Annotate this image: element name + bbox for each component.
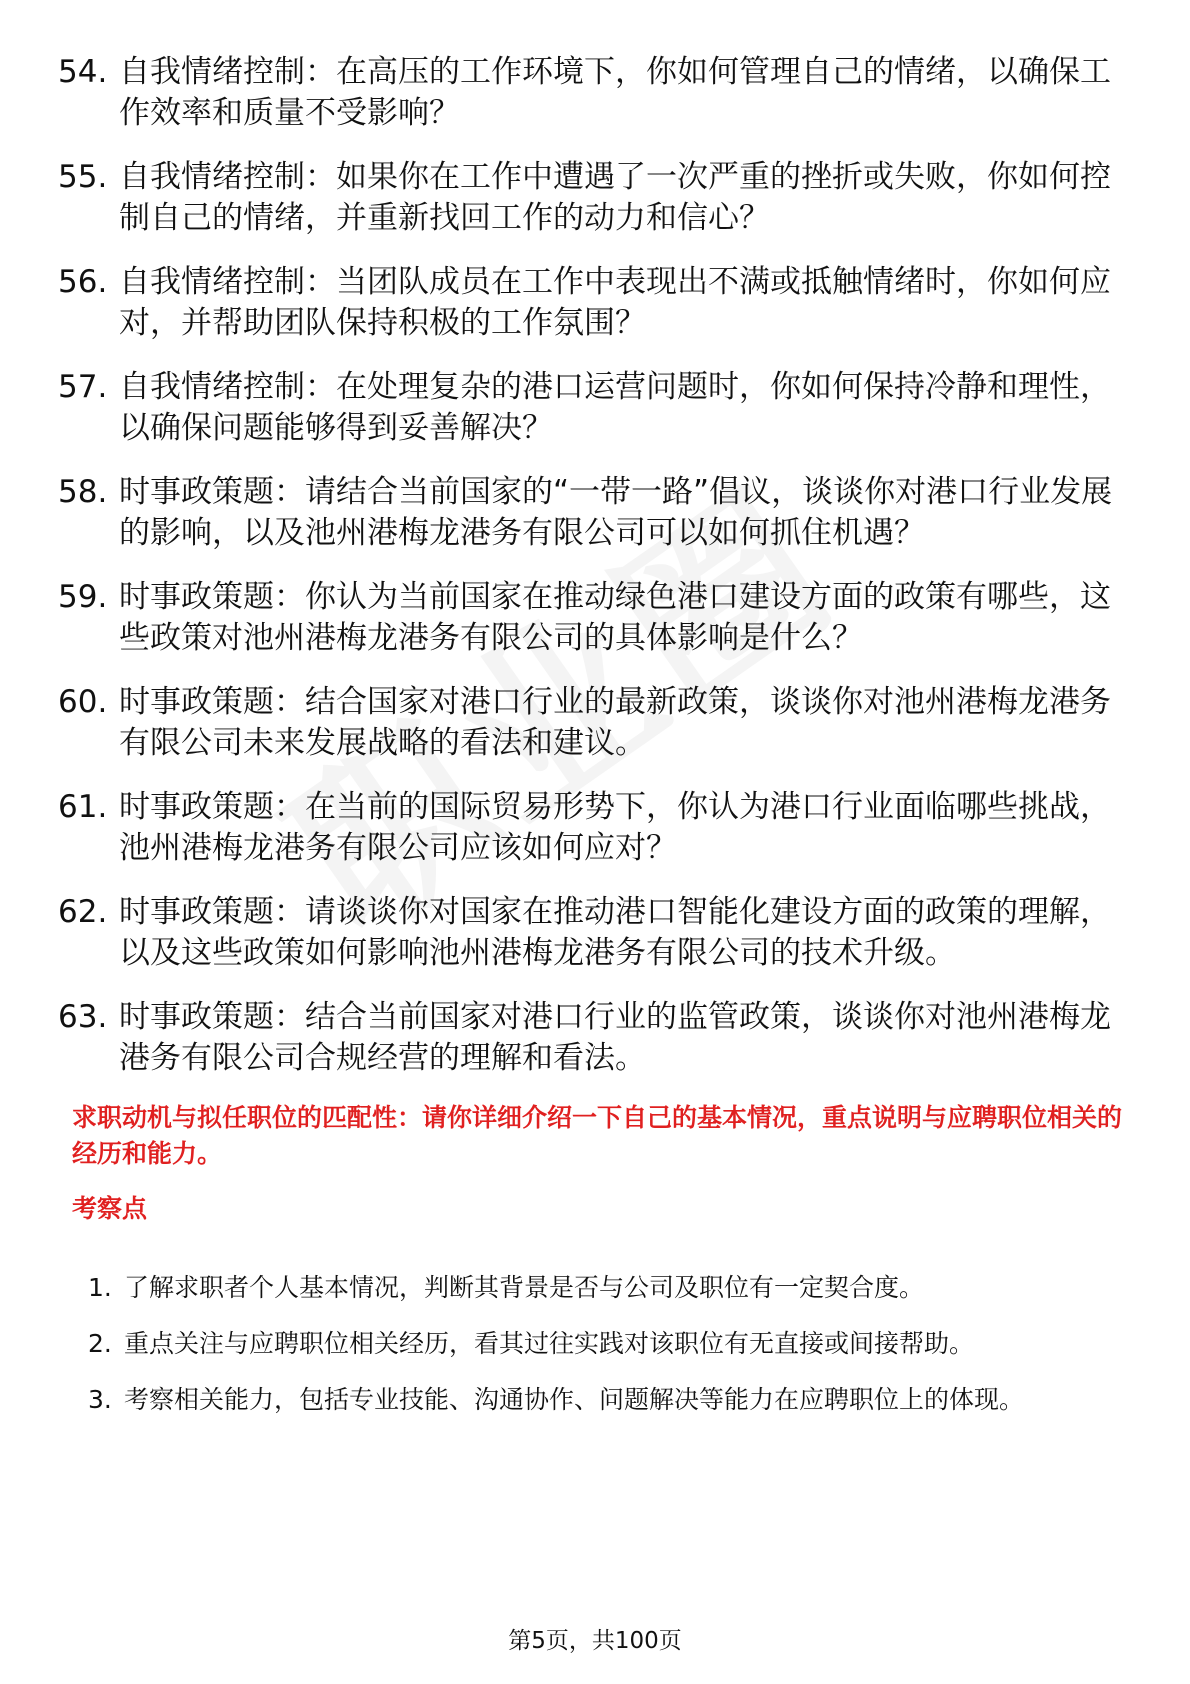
question-number: 54. [58,54,108,90]
evaluation-points-heading: 考察点 [72,1194,148,1223]
question-text: 时事政策题：你认为当前国家在推动绿色港口建设方面的政策有哪些，这些政策对池州港梅龙港务有限公司的具体影响是什么？ [119,579,1111,656]
point-text: 重点关注与应聘职位相关经历，看其过往实践对该职位有无直接或间接帮助。 [124,1329,975,1358]
question-number: 63. [58,999,108,1035]
question-number: 55. [58,159,108,195]
question-number: 56. [58,264,108,300]
question-text: 时事政策题：请谈谈你对国家在推动港口智能化建设方面的政策的理解，以及这些政策如何影响池州港梅龙港务有限公司的技术升级。 [119,894,1111,971]
evaluation-point [88,1372,1118,1428]
page-footer: 第5页，共100页 [508,1628,682,1654]
question-item [58,682,1118,764]
question-list [58,52,1118,1102]
question-text: 自我情绪控制：如果你在工作中遭遇了一次严重的挫折或失败，你如何控制自己的情绪，并重新找回工作的动力和信心？ [119,159,1111,236]
question-item [58,577,1118,659]
question-number: 59. [58,579,108,615]
question-item [58,52,1118,134]
question-item [58,157,1118,239]
evaluation-point [88,1260,1118,1316]
question-item [58,262,1118,344]
question-number: 57. [58,369,108,405]
point-text: 考察相关能力，包括专业技能、沟通协作、问题解决等能力在应聘职位上的体现。 [124,1385,1025,1414]
question-text: 时事政策题：结合国家对港口行业的最新政策，谈谈你对池州港梅龙港务有限公司未来发展战略的看法和建议。 [119,684,1111,761]
question-item [58,367,1118,449]
question-text: 自我情绪控制：在处理复杂的港口运营问题时，你如何保持冷静和理性，以确保问题能够得到妥善解决？ [119,369,1111,446]
question-text: 时事政策题：结合当前国家对港口行业的监管政策，谈谈你对池州港梅龙港务有限公司合规经营的理解和看法。 [119,999,1111,1076]
question-item [58,472,1118,554]
question-item [58,892,1118,974]
question-number: 61. [58,789,108,825]
point-number: 3. [88,1385,112,1414]
question-number: 58. [58,474,108,510]
evaluation-point [88,1316,1118,1372]
question-text: 时事政策题：请结合当前国家的“一带一路”倡议，谈谈你对港口行业发展的影响，以及池州港梅龙港务有限公司可以如何抓住机遇？ [119,474,1113,551]
evaluation-points-list [88,1260,1118,1428]
point-number: 2. [88,1329,112,1358]
section-title: 求职动机与拟任职位的匹配性：请你详细介绍一下自己的基本情况，重点说明与应聘职位相关的经历和能力。 [72,1103,1123,1168]
point-text: 了解求职者个人基本情况，判断其背景是否与公司及职位有一定契合度。 [124,1273,925,1302]
point-number: 1. [88,1273,112,1302]
question-text: 自我情绪控制：当团队成员在工作中表现出不满或抵触情绪时，你如何应对，并帮助团队保持积极的工作氛围？ [119,264,1111,341]
question-item [58,787,1118,869]
question-number: 62. [58,894,108,930]
question-number: 60. [58,684,108,720]
question-text: 时事政策题：在当前的国际贸易形势下，你认为港口行业面临哪些挑战，池州港梅龙港务有限公司应该如何应对？ [119,789,1111,866]
question-text: 自我情绪控制：在高压的工作环境下，你如何管理自己的情绪，以确保工作效率和质量不受影响？ [119,54,1111,131]
question-item [58,997,1118,1079]
